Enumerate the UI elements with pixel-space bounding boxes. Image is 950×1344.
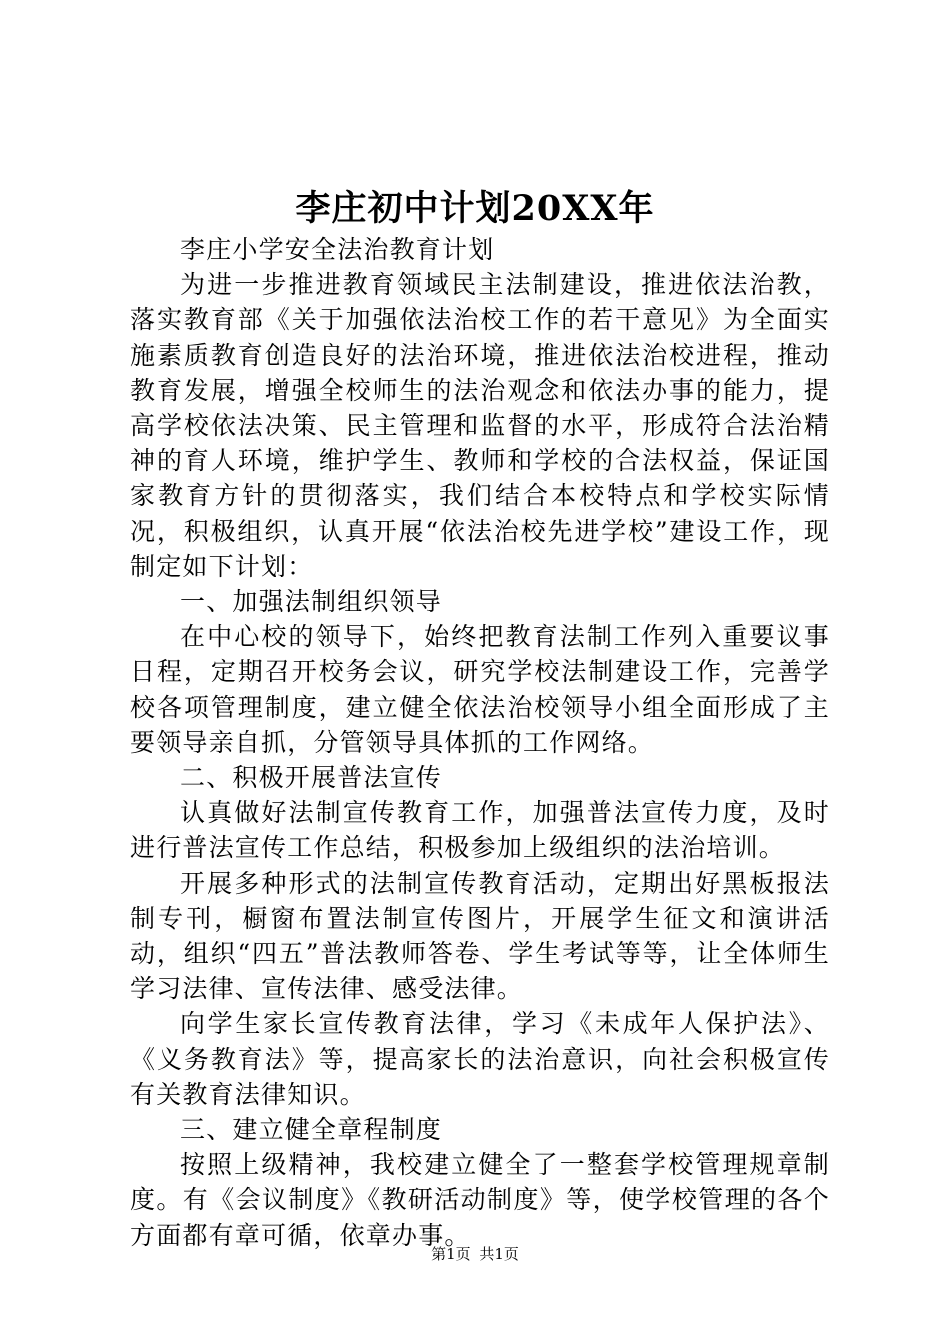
section-3-paragraph: 按照上级精神，我校建立健全了一整套学校管理规章制度。有《会议制度》《教研活动制度》等，使学校管理的各个方面都有章可循，依章办事。 — [130, 1150, 830, 1250]
section-heading-3: 三、建立健全章程制度 — [180, 1115, 443, 1145]
document-title: 李庄初中计划20XX年 — [295, 188, 655, 229]
section-heading-1: 一、加强法制组织领导 — [180, 587, 443, 617]
section-1-paragraph: 在中心校的领导下，始终把教育法制工作列入重要议事日程，定期召开校务会议，研究学校法制建设工作，完善学校各项管理制度，建立健全依法治校领导小组全面形成了主要领导亲自抓，分管领导具体抓的工作网络。 — [130, 622, 830, 757]
section-2-paragraph-2: 开展多种形式的法制宣传教育活动，定期出好黑板报法制专刊，橱窗布置法制宣传图片，开展学生征文和演讲活动，组织“四五”普法教师答卷、学生考试等等，让全体师生学习法律、宣传法律、感受法律。 — [130, 868, 830, 1004]
section-2-paragraph-3: 向学生家长宣传教育法律，学习《未成年人保护法》、《义务教育法》等，提高家长的法治意识，向社会积极宣传有关教育法律知识。 — [130, 1009, 830, 1109]
page-total: 共1页 — [479, 1245, 519, 1263]
section-heading-2: 二、积极开展普法宣传 — [180, 763, 443, 793]
page-footer — [0, 1243, 950, 1265]
page-number: 第1页 — [431, 1245, 471, 1263]
section-2-paragraph-1: 认真做好法制宣传教育工作，加强普法宣传力度，及时进行普法宣传工作总结，积极参加上级组织的法治培训。 — [130, 798, 830, 863]
intro-paragraph: 为进一步推进教育领域民主法制建设，推进依法治教，落实教育部《关于加强依法治校工作的若干意见》为全面实施素质教育创造良好的法治环境，推进依法治校进程，推动教育发展，增强全校师生的法治观念和依法办事的能力，提高学校依法决策、民主管理和监督的水平，形成符合法治精神的育人环境，维护学生、教师和学校的合法权益，保证国家教育方针的贯彻落实，我们结合本校特点和学校实际情况，积极组织，认真开展“依法治校先进学校”建设工作，现制定如下计划： — [130, 270, 830, 581]
subtitle-heading: 李庄小学安全法治教育计划 — [180, 235, 495, 264]
document-body — [130, 232, 830, 1253]
